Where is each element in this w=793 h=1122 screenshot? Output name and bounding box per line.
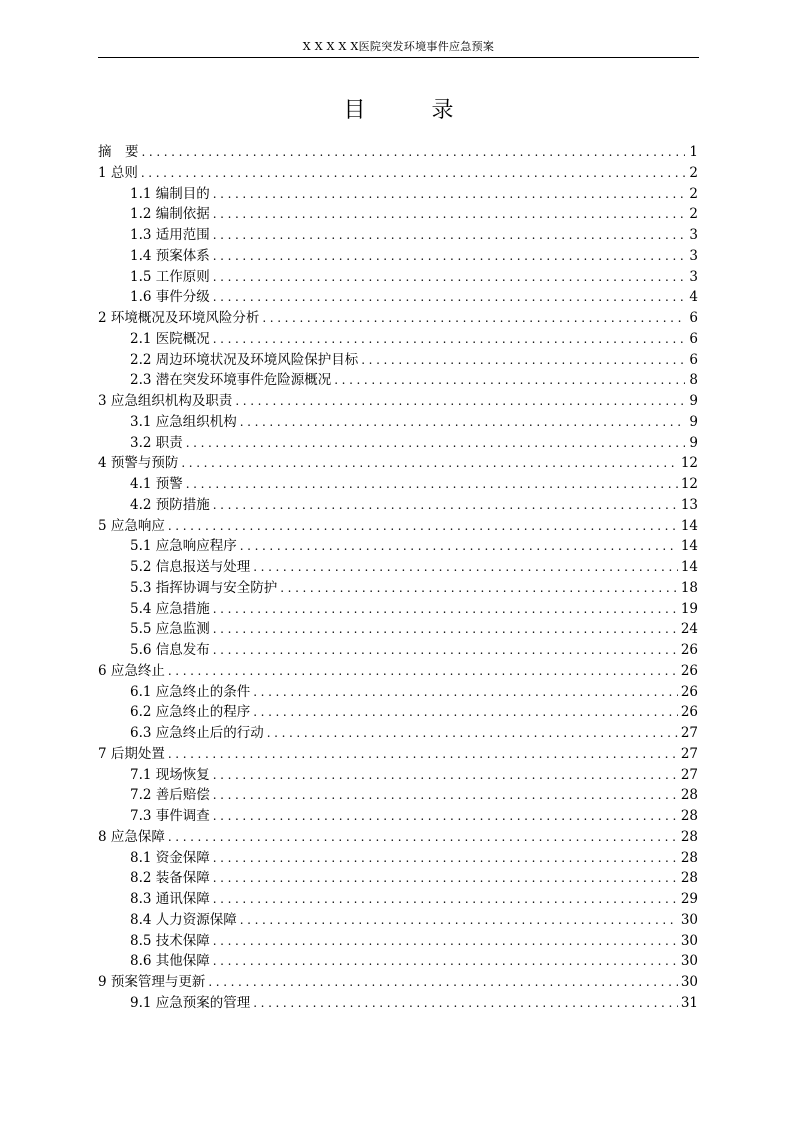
- toc-entry[interactable]: [98, 806, 698, 827]
- toc-entry-label: 5 应急响应: [98, 517, 165, 534]
- toc-entry-page-number: 26: [680, 642, 698, 658]
- toc-entry-label: 2 环境概况及环境风险分析: [98, 310, 260, 326]
- toc-entry[interactable]: [98, 619, 698, 640]
- toc-dot-leader: [213, 184, 685, 205]
- toc-entry-page-number: 9: [689, 413, 698, 430]
- toc-entry[interactable]: [98, 453, 698, 474]
- toc-entry[interactable]: [98, 972, 698, 993]
- toc-entry-page-number: 24: [680, 621, 698, 638]
- toc-entry-page-number: 9: [689, 393, 698, 409]
- toc-entry-page-number: 28: [680, 787, 698, 804]
- toc-entry-label: 7.3 事件调查: [130, 808, 210, 824]
- running-header: X X X X X医院突发环境事件应急预案: [302, 40, 495, 53]
- toc-entry-page-number: 30: [680, 932, 698, 949]
- toc-entry-label: 3 应急组织机构及职责: [98, 393, 233, 409]
- toc-entry[interactable]: [98, 682, 698, 703]
- toc-entry-page-number: 28: [680, 870, 698, 887]
- toc-entry-page-number: 6: [689, 310, 698, 326]
- toc-dot-leader: [280, 578, 678, 599]
- toc-entry[interactable]: [98, 350, 698, 371]
- toc-dot-leader: [168, 744, 678, 765]
- toc-entry-page-number: 14: [680, 517, 698, 534]
- toc-entry-page-number: 6: [689, 351, 698, 368]
- toc-entry-label: 8.1 资金保障: [130, 849, 210, 866]
- toc-entry-page-number: 30: [680, 953, 698, 970]
- toc-dot-leader: [253, 702, 678, 723]
- toc-entry-page-number: 28: [680, 828, 698, 845]
- toc-dot-leader: [213, 246, 685, 267]
- toc-entry-page-number: 4: [689, 289, 698, 306]
- toc-entry-label: 4.2 预防措施: [130, 496, 210, 513]
- toc-entry-label: 5.3 指挥协调与安全防护: [130, 579, 278, 596]
- toc-entry-page-number: 27: [680, 725, 698, 741]
- toc-dot-leader: [142, 142, 686, 163]
- toc-entry-page-number: 8: [689, 372, 698, 389]
- toc-entry[interactable]: [98, 184, 698, 205]
- toc-entry-label: 9.1 应急预案的管理: [130, 994, 251, 1011]
- toc-entry-page-number: 31: [680, 994, 698, 1011]
- table-of-contents: [98, 142, 698, 1014]
- toc-entry[interactable]: [98, 204, 698, 225]
- toc-dot-leader: [235, 391, 685, 412]
- toc-entry-page-number: 28: [680, 849, 698, 866]
- toc-dot-leader: [361, 350, 685, 371]
- toc-entry[interactable]: [98, 578, 698, 599]
- toc-entry[interactable]: [98, 225, 698, 246]
- toc-dot-leader: [213, 848, 678, 869]
- toc-dot-leader: [213, 765, 678, 786]
- toc-entry-page-number: 3: [689, 227, 698, 243]
- toc-dot-leader: [141, 163, 685, 184]
- toc-title: 目 录: [343, 98, 476, 123]
- toc-entry-label: 1.2 编制依据: [130, 206, 210, 223]
- toc-entry-label: 4.1 预警: [130, 476, 183, 492]
- toc-entry-page-number: 30: [680, 974, 698, 990]
- toc-dot-leader: [213, 267, 685, 288]
- toc-entry-label: 3.1 应急组织机构: [130, 413, 237, 430]
- toc-entry[interactable]: [98, 640, 698, 661]
- toc-entry-page-number: 2: [689, 185, 698, 202]
- toc-entry-label: 1.3 适用范围: [130, 227, 210, 243]
- toc-dot-leader: [168, 827, 678, 848]
- toc-dot-leader: [253, 682, 678, 703]
- toc-entry[interactable]: [98, 723, 698, 744]
- toc-entry-page-number: 30: [680, 911, 698, 928]
- toc-entry-label: 1.4 预案体系: [130, 247, 210, 264]
- toc-entry[interactable]: [98, 370, 698, 391]
- toc-entry[interactable]: [98, 848, 698, 869]
- toc-entry-page-number: 2: [689, 206, 698, 223]
- toc-entry-label: 1.5 工作原则: [130, 268, 210, 285]
- toc-entry-label: 8.6 其他保障: [130, 953, 210, 970]
- toc-entry-label: 1 总则: [98, 164, 138, 181]
- toc-entry[interactable]: [98, 785, 698, 806]
- toc-dot-leader: [213, 951, 678, 972]
- toc-entry[interactable]: [98, 474, 698, 495]
- toc-entry-label: 8.2 装备保障: [130, 870, 210, 887]
- toc-dot-leader: [213, 619, 678, 640]
- toc-dot-leader: [213, 889, 678, 910]
- toc-entry-page-number: 26: [680, 704, 698, 721]
- toc-entry-label: 5.6 信息发布: [130, 642, 210, 658]
- toc-dot-leader: [213, 640, 678, 661]
- toc-entry[interactable]: [98, 308, 698, 329]
- toc-dot-leader: [213, 806, 678, 827]
- toc-entry-label: 8.4 人力资源保障: [130, 911, 237, 928]
- toc-entry[interactable]: [98, 495, 698, 516]
- toc-dot-leader: [213, 287, 685, 308]
- toc-entry-page-number: 28: [680, 808, 698, 824]
- toc-entry-page-number: 3: [689, 247, 698, 264]
- toc-dot-leader: [253, 557, 678, 578]
- toc-entry[interactable]: [98, 993, 698, 1014]
- toc-entry[interactable]: [98, 391, 698, 412]
- toc-entry[interactable]: [98, 951, 698, 972]
- toc-entry-label: 2.1 医院概况: [130, 330, 210, 347]
- toc-entry[interactable]: [98, 246, 698, 267]
- toc-entry[interactable]: [98, 702, 698, 723]
- toc-entry-page-number: 12: [680, 455, 698, 472]
- toc-dot-leader: [186, 433, 685, 454]
- toc-dot-leader: [213, 931, 678, 952]
- toc-entry-label: 5.2 信息报送与处理: [130, 559, 251, 575]
- toc-dot-leader: [213, 329, 685, 350]
- toc-entry-label: 7.1 现场恢复: [130, 766, 210, 783]
- toc-entry-label: 6 应急终止: [98, 662, 165, 679]
- toc-entry-page-number: 1: [689, 144, 698, 160]
- toc-entry-page-number: 27: [680, 766, 698, 783]
- toc-entry[interactable]: [98, 599, 698, 620]
- toc-dot-leader: [213, 785, 678, 806]
- toc-entry[interactable]: [98, 412, 698, 433]
- toc-entry-label: 5.5 应急监测: [130, 621, 210, 638]
- toc-dot-leader: [334, 370, 685, 391]
- toc-entry-page-number: 14: [680, 559, 698, 575]
- toc-entry-label: 5.4 应急措施: [130, 600, 210, 617]
- toc-entry-label: 8 应急保障: [98, 828, 165, 845]
- toc-entry-label: 7.2 善后赔偿: [130, 787, 210, 804]
- toc-entry-label: 7 后期处置: [98, 745, 165, 762]
- toc-entry-page-number: 26: [680, 662, 698, 679]
- toc-entry-page-number: 18: [680, 579, 698, 596]
- toc-entry[interactable]: [98, 889, 698, 910]
- toc-entry-label: 2.3 潜在突发环境事件危险源概况: [130, 372, 332, 389]
- toc-entry[interactable]: [98, 557, 698, 578]
- toc-dot-leader: [213, 495, 678, 516]
- toc-entry[interactable]: [98, 329, 698, 350]
- toc-dot-leader: [213, 225, 685, 246]
- toc-entry-label: 8.5 技术保障: [130, 932, 210, 949]
- toc-entry[interactable]: [98, 536, 698, 557]
- toc-dot-leader: [181, 453, 677, 474]
- toc-entry[interactable]: [98, 267, 698, 288]
- toc-entry-page-number: 2: [689, 164, 698, 181]
- toc-entry-label: 5.1 应急响应程序: [130, 538, 237, 555]
- toc-dot-leader: [267, 723, 678, 744]
- toc-entry-page-number: 19: [680, 600, 698, 617]
- toc-entry[interactable]: [98, 910, 698, 931]
- toc-entry[interactable]: [98, 163, 698, 184]
- toc-entry[interactable]: [98, 661, 698, 682]
- toc-entry[interactable]: [98, 868, 698, 889]
- toc-entry-page-number: 26: [680, 683, 698, 700]
- toc-entry-page-number: 3: [689, 268, 698, 285]
- toc-entry-page-number: 9: [689, 434, 698, 451]
- toc-entry-label: 4 预警与预防: [98, 455, 179, 472]
- toc-entry-label: 9 预案管理与更新: [98, 974, 206, 990]
- toc-dot-leader: [253, 993, 678, 1014]
- toc-dot-leader: [208, 972, 677, 993]
- toc-entry-page-number: 14: [680, 538, 698, 555]
- toc-dot-leader: [213, 599, 678, 620]
- toc-entry-label: 摘 要: [98, 144, 139, 160]
- toc-dot-leader: [240, 536, 678, 557]
- toc-entry[interactable]: [98, 827, 698, 848]
- toc-entry[interactable]: [98, 142, 698, 163]
- toc-entry-label: 2.2 周边环境状况及环境风险保护目标: [130, 351, 359, 368]
- toc-entry[interactable]: [98, 765, 698, 786]
- toc-entry[interactable]: [98, 744, 698, 765]
- toc-entry[interactable]: [98, 433, 698, 454]
- toc-dot-leader: [186, 474, 678, 495]
- toc-dot-leader: [213, 204, 685, 225]
- toc-entry-label: 1.1 编制目的: [130, 185, 210, 202]
- toc-dot-leader: [168, 661, 678, 682]
- toc-entry-page-number: 12: [680, 476, 698, 492]
- toc-entry-page-number: 27: [680, 745, 698, 762]
- toc-entry-label: 8.3 通讯保障: [130, 891, 210, 907]
- header-rule: [98, 57, 699, 58]
- toc-dot-leader: [213, 868, 678, 889]
- toc-entry-page-number: 13: [680, 496, 698, 513]
- toc-dot-leader: [168, 516, 678, 537]
- toc-entry[interactable]: [98, 287, 698, 308]
- toc-entry-label: 3.2 职责: [130, 434, 183, 451]
- toc-entry-page-number: 6: [689, 330, 698, 347]
- toc-entry-label: 6.2 应急终止的程序: [130, 704, 251, 721]
- toc-entry-label: 6.1 应急终止的条件: [130, 683, 251, 700]
- toc-dot-leader: [262, 308, 685, 329]
- toc-dot-leader: [240, 910, 678, 931]
- toc-entry-label: 6.3 应急终止后的行动: [130, 725, 264, 741]
- toc-entry-page-number: 29: [680, 891, 698, 907]
- toc-entry[interactable]: [98, 516, 698, 537]
- toc-entry[interactable]: [98, 931, 698, 952]
- toc-dot-leader: [240, 412, 685, 433]
- toc-entry-label: 1.6 事件分级: [130, 289, 210, 306]
